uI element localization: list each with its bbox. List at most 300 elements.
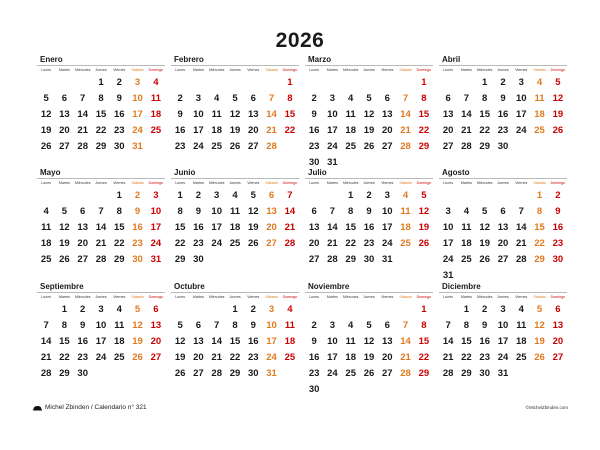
day-number: 12 [174, 336, 186, 347]
day-number: 4 [536, 77, 543, 88]
day-number: 13 [77, 222, 88, 233]
day-number: 10 [211, 206, 222, 217]
day-number: 19 [174, 352, 186, 363]
day-number: 18 [400, 222, 411, 233]
day-number: 12 [363, 336, 375, 347]
day-number: 28 [95, 254, 107, 265]
days-grid [305, 302, 433, 398]
day-number: 21 [284, 222, 296, 233]
weekday-label: Miércoles [75, 68, 91, 72]
day-number: 31 [442, 270, 454, 281]
empty-day-cell [92, 188, 110, 204]
day-number: 15 [534, 222, 545, 233]
day-number: 15 [418, 336, 430, 347]
day-number: 28 [284, 238, 296, 249]
weekday-label: Domingo [550, 181, 566, 185]
day-number: 9 [250, 320, 256, 331]
weekday-header-row [37, 67, 165, 75]
day-number: 10 [327, 109, 338, 120]
day-number: 9 [195, 206, 202, 217]
day-number: 3 [384, 190, 390, 201]
month-name: Julio [308, 168, 327, 177]
day-number: 28 [40, 368, 52, 379]
day-number: 29 [418, 141, 430, 152]
day-number: 31 [327, 157, 338, 168]
month-block [305, 282, 433, 398]
day-number: 8 [232, 320, 238, 331]
day-number: 3 [153, 190, 159, 201]
empty-day-cell [226, 75, 244, 91]
day-number: 2 [80, 304, 86, 315]
days-grid [439, 75, 567, 155]
day-number: 28 [211, 368, 222, 379]
day-number: 29 [345, 254, 356, 265]
day-number: 19 [363, 352, 375, 363]
weekday-label: Lunes [309, 68, 320, 72]
day-number: 30 [363, 254, 375, 265]
day-number: 30 [247, 368, 259, 379]
days-grid [171, 302, 299, 382]
weekday-label: Lunes [443, 295, 454, 299]
weekday-label: Sábado [533, 181, 546, 185]
weekday-label: Lunes [175, 295, 186, 299]
day-number: 25 [400, 238, 411, 249]
day-number: 18 [40, 238, 52, 249]
weekday-label: Lunes [443, 68, 454, 72]
day-number: 4 [287, 304, 293, 315]
day-number: 15 [479, 109, 490, 120]
empty-day-cell [171, 75, 189, 91]
empty-day-cell [512, 188, 530, 204]
weekday-label: Martes [192, 68, 204, 72]
month-name: Febrero [174, 55, 204, 64]
day-number: 12 [363, 109, 375, 120]
footer-author-text: Michel Zbinden / Calendario n° 321 [45, 404, 147, 411]
day-number: 22 [479, 125, 490, 136]
day-number: 29 [113, 254, 125, 265]
day-number: 17 [327, 125, 338, 136]
days-grid [439, 188, 567, 284]
day-number: 20 [193, 352, 204, 363]
day-number: 26 [59, 254, 70, 265]
weekday-label: Viernes [381, 68, 394, 72]
weekday-header-row [37, 180, 165, 188]
day-number: 3 [268, 304, 275, 315]
day-number: 9 [177, 109, 183, 120]
day-number: 23 [552, 238, 564, 249]
day-number: 24 [327, 368, 338, 379]
weekday-label: Domingo [282, 295, 298, 299]
days-grid [305, 75, 433, 171]
day-number: 31 [381, 254, 393, 265]
day-number: 17 [497, 336, 509, 347]
day-number: 28 [266, 141, 277, 152]
day-number: 23 [308, 141, 320, 152]
day-number: 18 [461, 238, 472, 249]
day-number: 30 [308, 157, 320, 168]
empty-day-cell [476, 188, 494, 204]
empty-day-cell [305, 188, 323, 204]
month-header [171, 55, 299, 66]
day-number: 22 [284, 125, 296, 136]
day-number: 26 [534, 352, 545, 363]
weekday-label: Viernes [515, 68, 528, 72]
day-number: 4 [232, 190, 238, 201]
day-number: 15 [418, 109, 430, 120]
day-number: 31 [497, 368, 509, 379]
day-number: 21 [461, 125, 472, 136]
month-header [37, 55, 165, 66]
weekday-label: Domingo [550, 295, 566, 299]
day-number: 14 [95, 222, 107, 233]
empty-day-cell [74, 188, 92, 204]
day-number: 17 [381, 222, 393, 233]
day-number: 7 [43, 320, 49, 331]
month-name: Octubre [174, 282, 205, 291]
day-number: 14 [442, 336, 454, 347]
weekday-label: Miércoles [477, 295, 493, 299]
day-number: 26 [229, 141, 241, 152]
day-number: 24 [381, 238, 393, 249]
day-number: 18 [284, 336, 296, 347]
day-number: 25 [515, 352, 527, 363]
day-number: 27 [308, 254, 320, 265]
day-number: 24 [150, 238, 162, 249]
day-number: 7 [268, 93, 275, 104]
day-number: 16 [308, 352, 320, 363]
day-number: 20 [77, 238, 88, 249]
month-block [171, 282, 299, 382]
day-number: 11 [400, 206, 411, 217]
weekday-label: Jueves [95, 181, 107, 185]
day-number: 1 [421, 77, 427, 88]
day-number: 26 [40, 141, 52, 152]
day-number: 6 [384, 320, 390, 331]
weekday-label: Jueves [95, 295, 107, 299]
day-number: 21 [400, 352, 411, 363]
month-block [305, 55, 433, 171]
month-name: Mayo [40, 168, 61, 177]
day-number: 28 [400, 141, 411, 152]
empty-day-cell [342, 75, 360, 91]
day-number: 9 [366, 206, 372, 217]
day-number: 8 [116, 206, 122, 217]
day-number: 11 [114, 320, 125, 331]
empty-day-cell [323, 75, 341, 91]
day-number: 6 [268, 190, 275, 201]
day-number: 9 [134, 206, 141, 217]
day-number: 3 [445, 206, 451, 217]
footer-credit [33, 404, 147, 411]
empty-day-cell [305, 75, 323, 91]
day-number: 28 [442, 368, 454, 379]
weekday-label: Viernes [381, 181, 394, 185]
day-number: 30 [193, 254, 204, 265]
weekday-label: Sábado [265, 68, 278, 72]
weekday-label: Sábado [399, 295, 412, 299]
day-number: 16 [132, 222, 143, 233]
weekday-label: Martes [58, 181, 70, 185]
day-number: 2 [116, 77, 122, 88]
day-number: 27 [381, 141, 393, 152]
day-number: 14 [461, 109, 472, 120]
day-number: 26 [174, 368, 186, 379]
day-number: 21 [77, 125, 88, 136]
month-block [37, 55, 165, 155]
day-number: 21 [442, 352, 454, 363]
day-number: 11 [345, 336, 356, 347]
day-number: 25 [229, 238, 241, 249]
day-number: 19 [59, 238, 70, 249]
weekday-label: Viernes [247, 295, 260, 299]
day-number: 15 [229, 336, 241, 347]
day-number: 30 [132, 254, 143, 265]
day-number: 4 [43, 206, 49, 217]
day-number: 13 [497, 222, 509, 233]
weekday-header-row [305, 180, 433, 188]
day-number: 13 [150, 320, 162, 331]
day-number: 24 [327, 141, 338, 152]
weekday-label: Martes [460, 181, 472, 185]
weekday-header-row [439, 294, 567, 302]
day-number: 9 [311, 109, 317, 120]
day-number: 10 [381, 206, 393, 217]
weekday-label: Jueves [363, 295, 375, 299]
day-number: 22 [95, 125, 107, 136]
day-number: 19 [363, 125, 375, 136]
day-number: 27 [59, 141, 70, 152]
day-number: 3 [500, 304, 506, 315]
weekday-label: Sábado [533, 68, 546, 72]
day-number: 11 [284, 320, 295, 331]
day-number: 13 [266, 206, 277, 217]
day-number: 18 [534, 109, 545, 120]
days-grid [305, 188, 433, 268]
day-number: 4 [348, 320, 354, 331]
day-number: 15 [113, 222, 125, 233]
day-number: 24 [442, 254, 454, 265]
day-number: 6 [445, 93, 451, 104]
day-number: 19 [534, 336, 545, 347]
day-number: 28 [400, 368, 411, 379]
day-number: 17 [132, 109, 143, 120]
weekday-label: Sábado [399, 181, 412, 185]
day-number: 24 [132, 125, 143, 136]
day-number: 29 [229, 368, 241, 379]
day-number: 23 [308, 368, 320, 379]
day-number: 11 [41, 222, 52, 233]
weekday-label: Jueves [497, 181, 509, 185]
day-number: 26 [418, 238, 430, 249]
day-number: 1 [348, 190, 354, 201]
day-number: 12 [40, 109, 52, 120]
day-number: 7 [463, 93, 470, 104]
day-number: 25 [534, 125, 545, 136]
empty-day-cell [323, 188, 341, 204]
empty-day-cell [439, 302, 457, 318]
day-number: 31 [150, 254, 162, 265]
month-block [439, 168, 567, 284]
weekday-label: Miércoles [209, 181, 225, 185]
day-number: 10 [193, 109, 204, 120]
day-number: 17 [515, 109, 527, 120]
month-header [439, 55, 567, 66]
empty-day-cell [189, 302, 207, 318]
day-number: 27 [497, 254, 509, 265]
empty-day-cell [396, 75, 414, 91]
day-number: 4 [116, 304, 122, 315]
empty-day-cell [457, 188, 475, 204]
empty-day-cell [37, 75, 55, 91]
day-number: 28 [327, 254, 338, 265]
day-number: 5 [555, 77, 561, 88]
empty-day-cell [378, 75, 396, 91]
day-number: 25 [461, 254, 472, 265]
day-number: 11 [534, 93, 545, 104]
empty-day-cell [262, 75, 280, 91]
day-number: 8 [287, 93, 293, 104]
day-number: 16 [77, 336, 88, 347]
day-number: 16 [363, 222, 375, 233]
weekday-header-row [37, 294, 165, 302]
weekday-label: Sábado [131, 295, 144, 299]
day-number: 8 [61, 320, 68, 331]
month-block [305, 168, 433, 268]
day-number: 11 [516, 320, 527, 331]
day-number: 24 [266, 352, 277, 363]
weekday-label: Viernes [247, 181, 260, 185]
day-number: 14 [77, 109, 88, 120]
month-block [37, 282, 165, 382]
day-number: 24 [497, 352, 509, 363]
day-number: 29 [418, 368, 430, 379]
weekday-label: Domingo [416, 68, 432, 72]
weekday-label: Domingo [148, 68, 164, 72]
day-number: 20 [442, 125, 454, 136]
weekday-label: Jueves [363, 68, 375, 72]
weekday-label: Lunes [175, 68, 186, 72]
day-number: 13 [193, 336, 204, 347]
day-number: 7 [80, 93, 86, 104]
weekday-label: Viernes [113, 68, 126, 72]
day-number: 28 [515, 254, 527, 265]
weekday-label: Viernes [247, 68, 260, 72]
day-number: 18 [229, 222, 241, 233]
day-number: 15 [174, 222, 186, 233]
weekday-label: Martes [326, 68, 338, 72]
day-number: 17 [327, 352, 338, 363]
month-header [305, 55, 433, 66]
day-number: 29 [95, 141, 107, 152]
empty-day-cell [244, 75, 262, 91]
empty-day-cell [457, 75, 475, 91]
day-number: 9 [555, 206, 561, 217]
day-number: 21 [400, 125, 411, 136]
day-number: 12 [418, 206, 430, 217]
day-number: 22 [59, 352, 70, 363]
day-number: 12 [229, 109, 241, 120]
day-number: 5 [482, 206, 488, 217]
day-number: 18 [345, 125, 356, 136]
day-number: 1 [116, 190, 122, 201]
day-number: 15 [345, 222, 356, 233]
day-number: 5 [250, 190, 256, 201]
day-number: 14 [40, 336, 52, 347]
day-number: 8 [421, 320, 427, 331]
month-block [37, 168, 165, 268]
weekday-header-row [305, 67, 433, 75]
weekday-header-row [171, 294, 299, 302]
day-number: 6 [153, 304, 159, 315]
day-number: 14 [327, 222, 338, 233]
day-number: 22 [418, 352, 430, 363]
day-number: 30 [113, 141, 125, 152]
day-number: 14 [284, 206, 296, 217]
day-number: 27 [442, 141, 454, 152]
day-number: 11 [229, 206, 241, 217]
day-number: 30 [77, 368, 88, 379]
weekday-label: Martes [460, 68, 472, 72]
month-name: Enero [40, 55, 63, 64]
day-number: 11 [211, 109, 222, 120]
day-number: 1 [61, 304, 68, 315]
weekday-label: Miércoles [209, 295, 225, 299]
day-number: 13 [308, 222, 320, 233]
weekday-label: Jueves [497, 295, 509, 299]
day-number: 10 [95, 320, 107, 331]
day-number: 6 [384, 93, 390, 104]
day-number: 17 [211, 222, 222, 233]
day-number: 12 [479, 222, 490, 233]
day-number: 23 [193, 238, 204, 249]
day-number: 6 [311, 206, 317, 217]
month-block [171, 55, 299, 155]
day-number: 30 [497, 141, 509, 152]
day-number: 18 [515, 336, 527, 347]
day-number: 2 [555, 190, 561, 201]
weekday-label: Lunes [443, 181, 454, 185]
month-header [439, 282, 567, 293]
day-number: 11 [345, 109, 356, 120]
day-number: 29 [534, 254, 545, 265]
day-number: 22 [229, 352, 241, 363]
day-number: 9 [500, 93, 506, 104]
day-number: 6 [61, 93, 68, 104]
day-number: 17 [150, 222, 162, 233]
day-number: 17 [442, 238, 454, 249]
day-number: 12 [247, 206, 259, 217]
day-number: 29 [461, 368, 472, 379]
day-number: 13 [442, 109, 454, 120]
day-number: 9 [311, 336, 317, 347]
day-number: 16 [479, 336, 490, 347]
day-number: 23 [247, 352, 259, 363]
day-number: 20 [552, 336, 564, 347]
day-number: 30 [552, 254, 564, 265]
day-number: 21 [515, 238, 527, 249]
day-number: 3 [98, 304, 104, 315]
day-number: 27 [77, 254, 88, 265]
weekday-header-row [171, 180, 299, 188]
day-number: 24 [95, 352, 107, 363]
weekday-label: Martes [326, 181, 338, 185]
weekday-label: Martes [192, 295, 204, 299]
day-number: 29 [174, 254, 186, 265]
day-number: 31 [132, 141, 143, 152]
month-header [439, 168, 567, 179]
weekday-header-row [439, 67, 567, 75]
month-header [171, 282, 299, 293]
